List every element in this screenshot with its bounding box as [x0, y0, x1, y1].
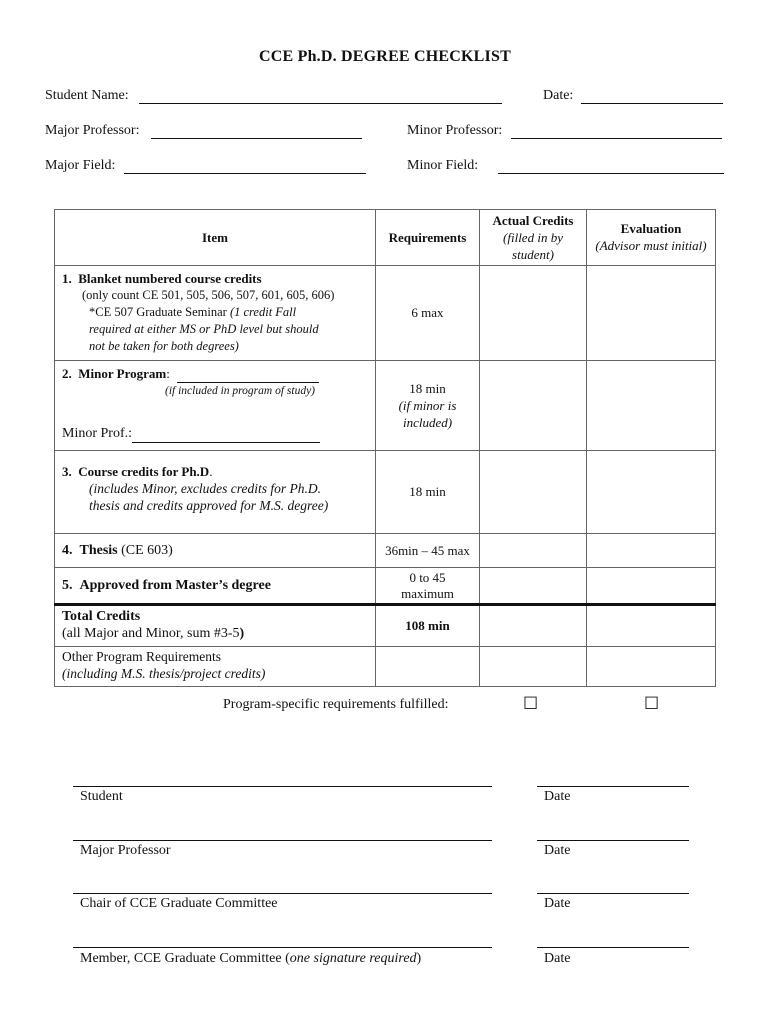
- actual-credits-input[interactable]: [480, 361, 587, 451]
- evaluation-input[interactable]: [587, 647, 716, 687]
- requirement-text: 0 to 45: [409, 569, 446, 585]
- item-number: 3.: [62, 464, 72, 479]
- item-cell-3: [55, 451, 376, 534]
- member-label-paren: ): [416, 951, 422, 966]
- evaluation-input[interactable]: [587, 361, 716, 451]
- requirement-text: maximum: [401, 585, 454, 601]
- evaluation-subtitle: (Advisor must initial): [595, 238, 707, 253]
- total-cell: [55, 605, 376, 647]
- evaluation-input[interactable]: [587, 568, 716, 605]
- checklist-table: [54, 209, 716, 687]
- table-row: [55, 568, 716, 605]
- actual-credits-title: Actual Credits: [492, 212, 574, 228]
- major-professor-signature-line[interactable]: [73, 840, 492, 841]
- advisor-checkbox[interactable]: ☐: [644, 694, 660, 714]
- total-title: Total Credits: [62, 609, 141, 624]
- requirement-cell: [376, 568, 480, 605]
- requirement-cell: 36min – 45 max: [376, 534, 480, 568]
- item-code: (CE 603): [117, 543, 173, 558]
- requirement-cell: [376, 361, 480, 451]
- total-row: [55, 605, 716, 647]
- member-signature-label: [80, 951, 421, 967]
- item-title: Course credits for Ph.D: [78, 464, 210, 479]
- minor-prof-row: [62, 425, 320, 443]
- student-checkbox[interactable]: ☐: [523, 694, 539, 714]
- table-header-row: [55, 210, 716, 266]
- evaluation-title: Evaluation: [620, 221, 682, 236]
- item-number: 4.: [62, 543, 73, 558]
- requirement-cell: [376, 647, 480, 687]
- actual-credits-input[interactable]: [480, 451, 587, 534]
- item-note: *CE 507 Graduate Seminar (1 credit Fall: [89, 305, 297, 319]
- item-note: thesis and credits approved for M.S. degree): [89, 498, 329, 513]
- requirement-text: included): [402, 415, 453, 430]
- actual-credits-input[interactable]: [480, 534, 587, 568]
- minor-prof-label: Minor Prof.:: [62, 426, 132, 441]
- actual-credits-subtitle: (filled in by student): [503, 229, 563, 262]
- student-signature-label: Student: [80, 789, 123, 804]
- actual-credits-input[interactable]: [480, 266, 587, 361]
- minor-professor-label: Minor Professor:: [407, 123, 503, 138]
- item-dot: .: [209, 464, 213, 479]
- table-row: [55, 451, 716, 534]
- requirement-text: 18 min: [409, 381, 446, 396]
- actual-credits-input[interactable]: [480, 647, 587, 687]
- total-note: (all Major and Minor, sum #3-5: [62, 626, 240, 641]
- student-signature-line[interactable]: [73, 786, 492, 787]
- evaluation-input[interactable]: [587, 605, 716, 647]
- major-professor-signature-label: Major Professor: [80, 843, 171, 858]
- actual-credits-input[interactable]: [480, 568, 587, 605]
- item-cell-5: [55, 568, 376, 605]
- minor-program-field[interactable]: [177, 365, 319, 383]
- item-title: Approved from Master’s degree: [79, 578, 271, 593]
- actual-credits-header: [480, 210, 587, 266]
- item-number: 5.: [62, 578, 73, 593]
- item-cell-1: [55, 266, 376, 361]
- item-note: not be taken for both degrees): [89, 339, 239, 353]
- item-note: (if included in program of study): [165, 385, 316, 397]
- date-field[interactable]: [581, 103, 723, 104]
- item-cell-4: [55, 534, 376, 568]
- item-cell-2: [55, 361, 376, 451]
- requirement-text: (if minor is: [398, 398, 457, 413]
- requirement-cell: 108 min: [376, 605, 480, 647]
- student-date-label: Date: [544, 789, 571, 804]
- item-note: (only count CE 501, 505, 506, 507, 601, 605, 606): [82, 288, 335, 302]
- major-field-input[interactable]: [124, 173, 366, 174]
- program-specific-label: Program-specific requirements fulfilled:: [223, 697, 449, 712]
- page-title: CCE Ph.D. DEGREE CHECKLIST: [259, 48, 511, 65]
- requirements-header: Requirements: [376, 210, 480, 266]
- other-note: (including M.S. thesis/project credits): [62, 666, 266, 681]
- chair-date-label: Date: [544, 896, 571, 911]
- member-date-label: Date: [544, 951, 571, 966]
- member-label-text: Member, CCE Graduate Committee (: [80, 951, 290, 966]
- evaluation-input[interactable]: [587, 266, 716, 361]
- item-title: Blanket numbered course credits: [78, 271, 262, 286]
- major-professor-label: Major Professor:: [45, 123, 140, 138]
- minor-prof-field[interactable]: [132, 425, 320, 443]
- table-row: [55, 647, 716, 687]
- requirement-cell: 18 min: [376, 451, 480, 534]
- major-professor-date-label: Date: [544, 843, 571, 858]
- item-title: Minor Program: [78, 366, 167, 381]
- major-field-label: Major Field:: [45, 158, 116, 173]
- chair-signature-label: Chair of CCE Graduate Committee: [80, 896, 278, 911]
- total-paren: ): [239, 626, 245, 641]
- item-header: Item: [55, 210, 376, 266]
- table-row: [55, 534, 716, 568]
- evaluation-input[interactable]: [587, 451, 716, 534]
- member-signature-line[interactable]: [73, 947, 492, 948]
- student-name-label: Student Name:: [45, 88, 129, 103]
- minor-field-input[interactable]: [498, 173, 724, 174]
- requirement-cell: 6 max: [376, 266, 480, 361]
- other-title: Other Program Requirements: [62, 649, 221, 664]
- major-professor-field[interactable]: [151, 138, 362, 139]
- student-name-field[interactable]: [139, 103, 502, 104]
- other-cell: [55, 647, 376, 687]
- member-date-line[interactable]: [537, 947, 689, 948]
- item-note: (includes Minor, excludes credits for Ph.D.: [89, 481, 321, 496]
- item-number: 2.: [62, 366, 72, 381]
- evaluation-header: [587, 210, 716, 266]
- chair-signature-line[interactable]: [73, 893, 492, 894]
- major-professor-date-line[interactable]: [537, 840, 689, 841]
- chair-date-line[interactable]: [537, 893, 689, 894]
- member-label-note: one signature required: [289, 951, 417, 966]
- evaluation-input[interactable]: [587, 534, 716, 568]
- table-row: [55, 266, 716, 361]
- student-date-line[interactable]: [537, 786, 689, 787]
- minor-professor-field[interactable]: [511, 138, 722, 139]
- actual-credits-input[interactable]: [480, 605, 587, 647]
- table-row: [55, 361, 716, 451]
- item-note: required at either MS or PhD level but should: [89, 322, 319, 336]
- item-colon: :: [166, 366, 170, 381]
- minor-field-label: Minor Field:: [407, 158, 479, 173]
- date-label: Date:: [543, 88, 574, 103]
- item-title: Thesis: [79, 543, 118, 558]
- item-number: 1.: [62, 271, 72, 286]
